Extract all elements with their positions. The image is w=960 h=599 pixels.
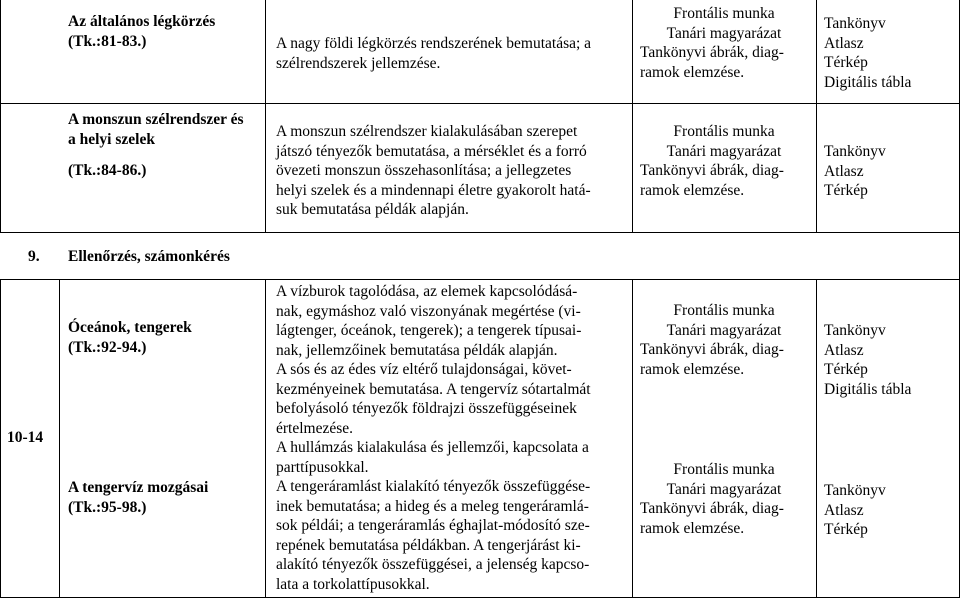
column-divider: [632, 279, 633, 598]
column-divider: [0, 279, 1, 598]
lesson-content: A vízburok tagolódása, az elemek kapcsolódásá- nak, egymáshoz való viszonyának megértése (vi- lágtenger, óceánok, tengerek); a tengerek típusai- nak, jellemzőinek bemutatása példák alapján. A sós és az édes víz eltérő tulajdonságai, követ- kezményeinek bemutatása. A tengervíz sótartalmát befolyásoló tényezők földrajzi összefüggéseinek értelmezése.: [276, 283, 591, 437]
teaching-tools: Tankönyv Atlasz Térkép Digitális tábla: [824, 15, 912, 91]
section-number: 9.: [28, 248, 40, 265]
lesson-content: A monszun szélrendszer kialakulásában szerepet játszó tényezők bemutatása, a mérséklet és a forró övezeti monszun összehasonlítása; a jellegzetes helyi szelek és a mindennapi életre gyakorolt hatá- suk bemutatása példák alapján.: [276, 123, 591, 218]
lesson-topic: Az általános légkörzés (Tk.:81-83.): [68, 13, 216, 50]
column-divider: [265, 279, 266, 598]
column-divider: [816, 0, 817, 232]
lesson-topic: Óceánok, tengerek (Tk.:92-94.): [68, 319, 192, 356]
teaching-tools: Tankönyv Atlasz Térkép: [824, 143, 886, 199]
teaching-tools: Tankönyv Atlasz Térkép: [824, 482, 886, 538]
lesson-topic: A tengervíz mozgásai (Tk.:95-98.): [68, 479, 209, 516]
lesson-content: A hullámzás kialakulása és jellemzői, kapcsolata a parttípusokkal. A tengeráramlást kialakító tényezők összefüggése- inek bemutatása; a hideg és a meleg tengeráramlá- sok példái; a tengeráramlás éghajlat-módosító sze- repének bemutatása példákban. A tengerjárást ki- alakító tényezők összefüggései, a jelenség kapcso- lata a torkolattípusokkal.: [276, 439, 591, 593]
teaching-methods: Frontális munka Tanári magyarázat Tankönyvi ábrák, diag- ramok elemzése.: [640, 123, 784, 199]
teaching-methods: Frontális munka Tanári magyarázat Tankönyvi ábrák, diag- ramok elemzése.: [640, 302, 784, 378]
teaching-methods: Frontális munka Tanári magyarázat Tankönyvi ábrák, diag- ramok elemzése.: [640, 5, 784, 81]
teaching-methods: Frontális munka Tanári magyarázat Tankönyvi ábrák, diag- ramok elemzése.: [640, 461, 784, 537]
column-divider: [59, 279, 60, 598]
section-title: Ellenőrzés, számonkérés: [68, 248, 230, 265]
column-divider: [632, 0, 633, 232]
column-divider: [816, 279, 817, 598]
column-divider: [0, 0, 1, 232]
teaching-tools: Tankönyv Atlasz Térkép Digitális tábla: [824, 322, 912, 398]
lesson-number: 10-14: [7, 429, 44, 446]
column-divider: [265, 0, 266, 232]
row-divider: [0, 232, 960, 233]
lesson-content: A nagy földi légkörzés rendszerének bemutatása; a szélrendszerek jellemzése.: [276, 35, 592, 72]
lesson-topic: A monszun szélrendszer és a helyi szelek (Tk.:84-86.): [68, 111, 244, 179]
